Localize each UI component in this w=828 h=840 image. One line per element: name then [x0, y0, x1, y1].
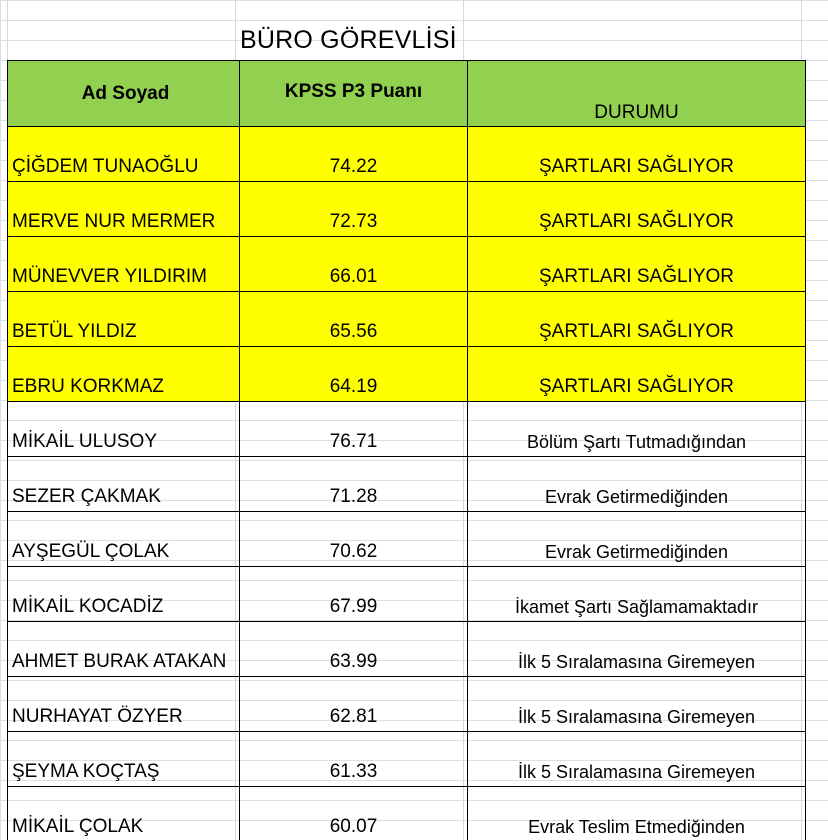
cell-name[interactable]: MİKAİL KOCADİZ [8, 567, 240, 622]
cell-name[interactable]: MİKAİL ÇOLAK [8, 787, 240, 840]
cell-status[interactable]: İkamet Şartı Sağlamamaktadır [468, 567, 806, 622]
cell-name[interactable]: ŞEYMA KOÇTAŞ [8, 732, 240, 787]
cell-score[interactable]: 71.28 [240, 457, 468, 512]
cell-status[interactable]: Evrak Teslim Etmediğinden [468, 787, 806, 840]
cell-status[interactable]: ŞARTLARI SAĞLIYOR [468, 127, 806, 182]
cell-name[interactable]: NURHAYAT ÖZYER [8, 677, 240, 732]
cell-name[interactable]: ÇİĞDEM TUNAOĞLU [8, 127, 240, 182]
cell-name[interactable]: MÜNEVVER YILDIRIM [8, 237, 240, 292]
table-row [8, 292, 806, 347]
cell-score[interactable]: 67.99 [240, 567, 468, 622]
table-row [8, 512, 806, 567]
cell-status[interactable]: İlk 5 Sıralamasına Giremeyen [468, 622, 806, 677]
table-row [8, 237, 806, 292]
cell-score[interactable]: 63.99 [240, 622, 468, 677]
cell-status[interactable]: ŞARTLARI SAĞLIYOR [468, 237, 806, 292]
table-row [8, 732, 806, 787]
table-row [8, 787, 806, 840]
cell-name[interactable]: MİKAİL ULUSOY [8, 402, 240, 457]
table-row [8, 182, 806, 237]
cell-name[interactable]: EBRU KORKMAZ [8, 347, 240, 402]
table-row [8, 347, 806, 402]
cell-name[interactable]: AYŞEGÜL ÇOLAK [8, 512, 240, 567]
cell-status[interactable]: İlk 5 Sıralamasına Giremeyen [468, 732, 806, 787]
cell-status[interactable]: Bölüm Şartı Tutmadığından [468, 402, 806, 457]
cell-score[interactable]: 70.62 [240, 512, 468, 567]
cell-status[interactable]: Evrak Getirmediğinden [468, 512, 806, 567]
table-row [8, 622, 806, 677]
table-row [8, 457, 806, 512]
cell-score[interactable]: 72.73 [240, 182, 468, 237]
cell-name[interactable]: MERVE NUR MERMER [8, 182, 240, 237]
cell-score[interactable]: 66.01 [240, 237, 468, 292]
header-cell-score[interactable]: KPSS P3 Puanı [240, 61, 468, 127]
cell-score[interactable]: 76.71 [240, 402, 468, 457]
cell-score[interactable]: 74.22 [240, 127, 468, 182]
cell-score[interactable]: 61.33 [240, 732, 468, 787]
cell-score[interactable]: 65.56 [240, 292, 468, 347]
cell-status[interactable]: ŞARTLARI SAĞLIYOR [468, 347, 806, 402]
cell-score[interactable]: 62.81 [240, 677, 468, 732]
results-table [7, 60, 806, 840]
table-row [8, 567, 806, 622]
cell-status[interactable]: ŞARTLARI SAĞLIYOR [468, 182, 806, 237]
table-header-row [8, 61, 806, 127]
cell-score[interactable]: 64.19 [240, 347, 468, 402]
cell-name[interactable]: AHMET BURAK ATAKAN [8, 622, 240, 677]
table-row [8, 127, 806, 182]
cell-name[interactable]: BETÜL YILDIZ [8, 292, 240, 347]
header-cell-name[interactable]: Ad Soyad [8, 61, 240, 127]
table-row [8, 402, 806, 457]
sheet-title[interactable]: BÜRO GÖREVLİSİ [240, 26, 457, 54]
cell-score[interactable]: 60.07 [240, 787, 468, 840]
table-row [8, 677, 806, 732]
header-cell-status[interactable]: DURUMU [468, 61, 806, 127]
cell-status[interactable]: ŞARTLARI SAĞLIYOR [468, 292, 806, 347]
cell-name[interactable]: SEZER ÇAKMAK [8, 457, 240, 512]
cell-status[interactable]: Evrak Getirmediğinden [468, 457, 806, 512]
cell-status[interactable]: İlk 5 Sıralamasına Giremeyen [468, 677, 806, 732]
